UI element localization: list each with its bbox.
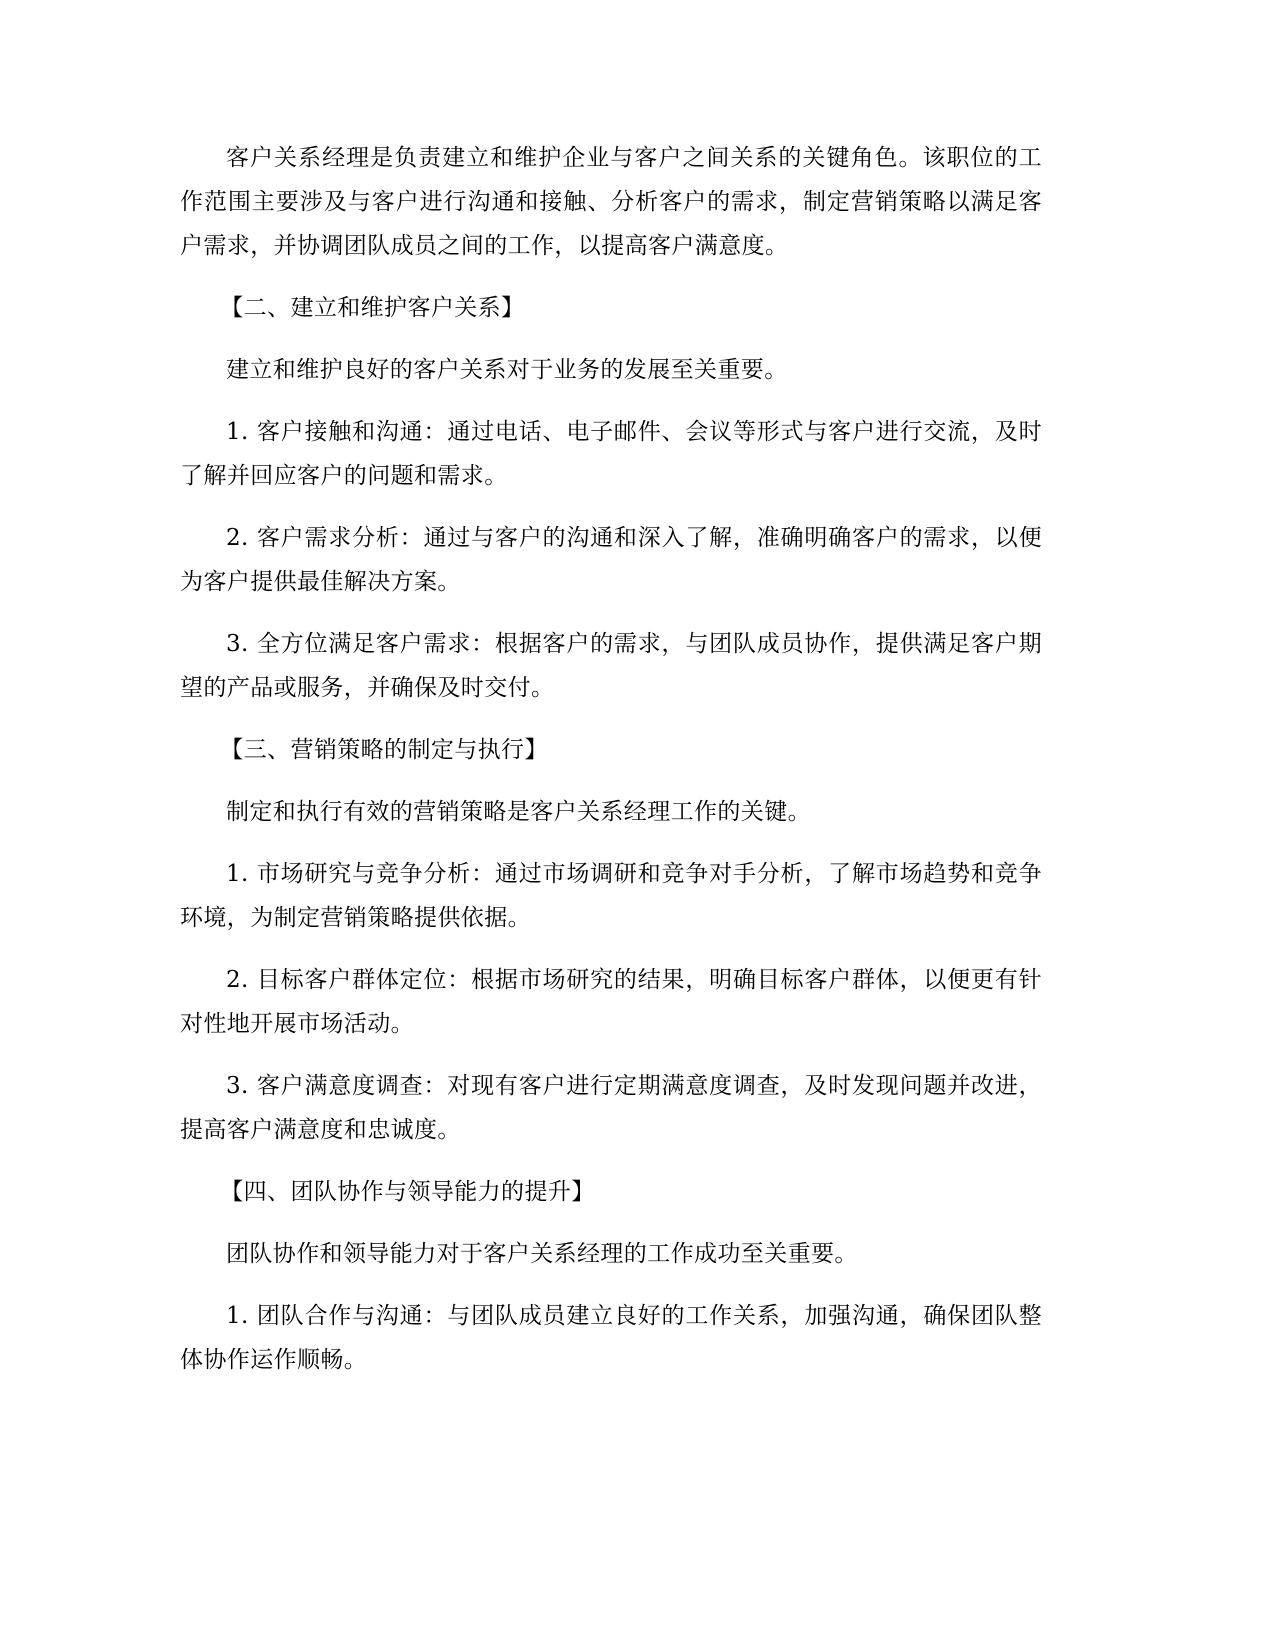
document-page — [180, 136, 1042, 1400]
section-2-item-1: 1. 客户接触和沟通：通过电话、电子邮件、会议等形式与客户进行交流，及时了解并回应客户的问题和需求。 — [180, 419, 1042, 489]
intro-paragraph: 客户关系经理是负责建立和维护企业与客户之间关系的关键角色。该职位的工作范围主要涉及与客户进行沟通和接触、分析客户的需求，制定营销策略以满足客户需求，并协调团队成员之间的工作，以提高客户满意度。 — [180, 145, 1042, 259]
section-3-intro: 制定和执行有效的营销策略是客户关系经理工作的关键。 — [226, 799, 811, 825]
section-heading-4: 【四、团队协作与领导能力的提升】 — [220, 1179, 595, 1205]
section-4-intro: 团队协作和领导能力对于客户关系经理的工作成功至关重要。 — [226, 1241, 858, 1267]
section-3-item-2: 2. 目标客户群体定位：根据市场研究的结果，明确目标客户群体，以便更有针对性地开展市场活动。 — [180, 967, 1042, 1037]
section-2-item-3: 3. 全方位满足客户需求：根据客户的需求，与团队成员协作，提供满足客户期望的产品或服务，并确保及时交付。 — [180, 631, 1042, 701]
section-3-item-3: 3. 客户满意度调查：对现有客户进行定期满意度调查，及时发现问题并改进，提高客户满意度和忠诚度。 — [180, 1073, 1042, 1143]
section-2-intro: 建立和维护良好的客户关系对于业务的发展至关重要。 — [226, 357, 788, 383]
section-2-item-2: 2. 客户需求分析：通过与客户的沟通和深入了解，准确明确客户的需求，以便为客户提供最佳解决方案。 — [180, 525, 1042, 595]
section-heading-2: 【二、建立和维护客户关系】 — [220, 295, 525, 321]
section-3-item-1: 1. 市场研究与竞争分析：通过市场调研和竞争对手分析，了解市场趋势和竞争环境，为制定营销策略提供依据。 — [180, 861, 1042, 931]
section-heading-3: 【三、营销策略的制定与执行】 — [220, 737, 548, 763]
section-4-item-1: 1. 团队合作与沟通：与团队成员建立良好的工作关系，加强沟通，确保团队整体协作运作顺畅。 — [180, 1303, 1042, 1373]
